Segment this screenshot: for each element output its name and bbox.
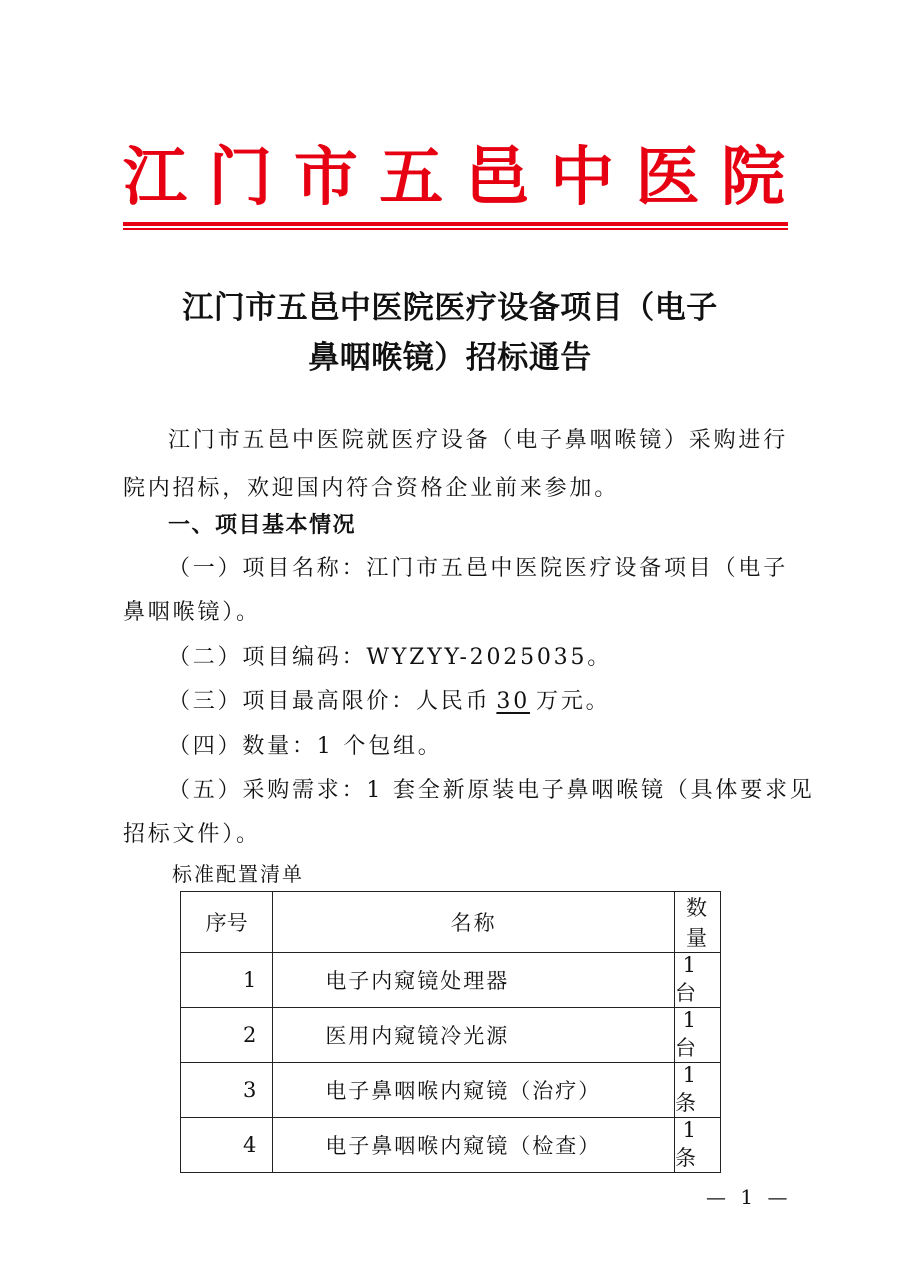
masthead-char: 中 (550, 140, 615, 215)
config-table (180, 891, 721, 1173)
config-list-caption: 标准配置清单 (172, 862, 304, 886)
project-name-line-2: 鼻咽喉镜）。 (123, 600, 261, 625)
row-no: 2 (181, 1008, 273, 1063)
procurement-need-item (123, 773, 815, 853)
price-limit-unit: 万元。 (536, 689, 611, 714)
row-no: 4 (181, 1118, 273, 1173)
masthead-char: 医 (635, 140, 700, 215)
intro-paragraph (123, 423, 789, 507)
row-qty: 1 条 (675, 1063, 721, 1118)
masthead-divider-thick (123, 222, 788, 226)
masthead-char: 院 (720, 140, 785, 215)
document-title (100, 283, 800, 383)
row-no: 1 (181, 953, 273, 1008)
hospital-masthead (123, 142, 785, 214)
table-header-row (181, 892, 721, 953)
table-row (181, 1118, 721, 1173)
masthead-char: 江 (123, 140, 187, 215)
header-qty: 数量 (675, 892, 721, 953)
procurement-need-line-2: 招标文件）。 (123, 822, 261, 847)
row-name: 电子内窥镜处理器 (273, 953, 675, 1008)
project-code-item: （二）项目编码：WYZYY-2025035。 (168, 645, 613, 670)
row-name: 电子鼻咽喉内窥镜（检查） (273, 1118, 675, 1173)
price-limit-item (123, 684, 783, 720)
row-name: 电子鼻咽喉内窥镜（治疗） (273, 1063, 675, 1118)
quantity-item: （四）数量：1 个包组。 (168, 734, 443, 759)
masthead-char: 邑 (464, 140, 529, 215)
title-line-1: 江门市五邑中医院医疗设备项目（电子 (182, 290, 718, 326)
price-limit-amount: 30 (496, 689, 531, 714)
header-name: 名称 (273, 892, 675, 953)
table-row (181, 953, 721, 1008)
masthead-char: 五 (379, 140, 444, 215)
table-row (181, 1063, 721, 1118)
title-line-2: 鼻咽喉镜）招标通告 (308, 340, 592, 376)
masthead-char: 门 (208, 140, 273, 215)
section-heading: 一、项目基本情况 (168, 512, 357, 538)
masthead-char: 市 (293, 140, 358, 215)
project-name-line-1: （一）项目名称：江门市五邑中医院医疗设备项目（电子 (168, 556, 789, 581)
row-qty: 1 条 (675, 1118, 721, 1173)
row-name: 医用内窥镜冷光源 (273, 1008, 675, 1063)
intro-line-2: 院内招标，欢迎国内符合资格企业前来参加。 (123, 476, 620, 501)
intro-line-1: 江门市五邑中医院就医疗设备（电子鼻咽喉镜）采购进行 (168, 428, 789, 453)
masthead-divider-thin (123, 228, 788, 230)
page-number: — 1 — (706, 1185, 792, 1209)
header-no: 序号 (181, 892, 273, 953)
row-no: 3 (181, 1063, 273, 1118)
row-qty: 1 台 (675, 953, 721, 1008)
project-name-item (123, 551, 789, 631)
table-row (181, 1008, 721, 1063)
row-qty: 1 台 (675, 1008, 721, 1063)
price-limit-label: （三）项目最高限价：人民币 (168, 689, 491, 714)
procurement-need-line-1: （五）采购需求：1 套全新原装电子鼻咽喉镜（具体要求见 (168, 778, 815, 803)
